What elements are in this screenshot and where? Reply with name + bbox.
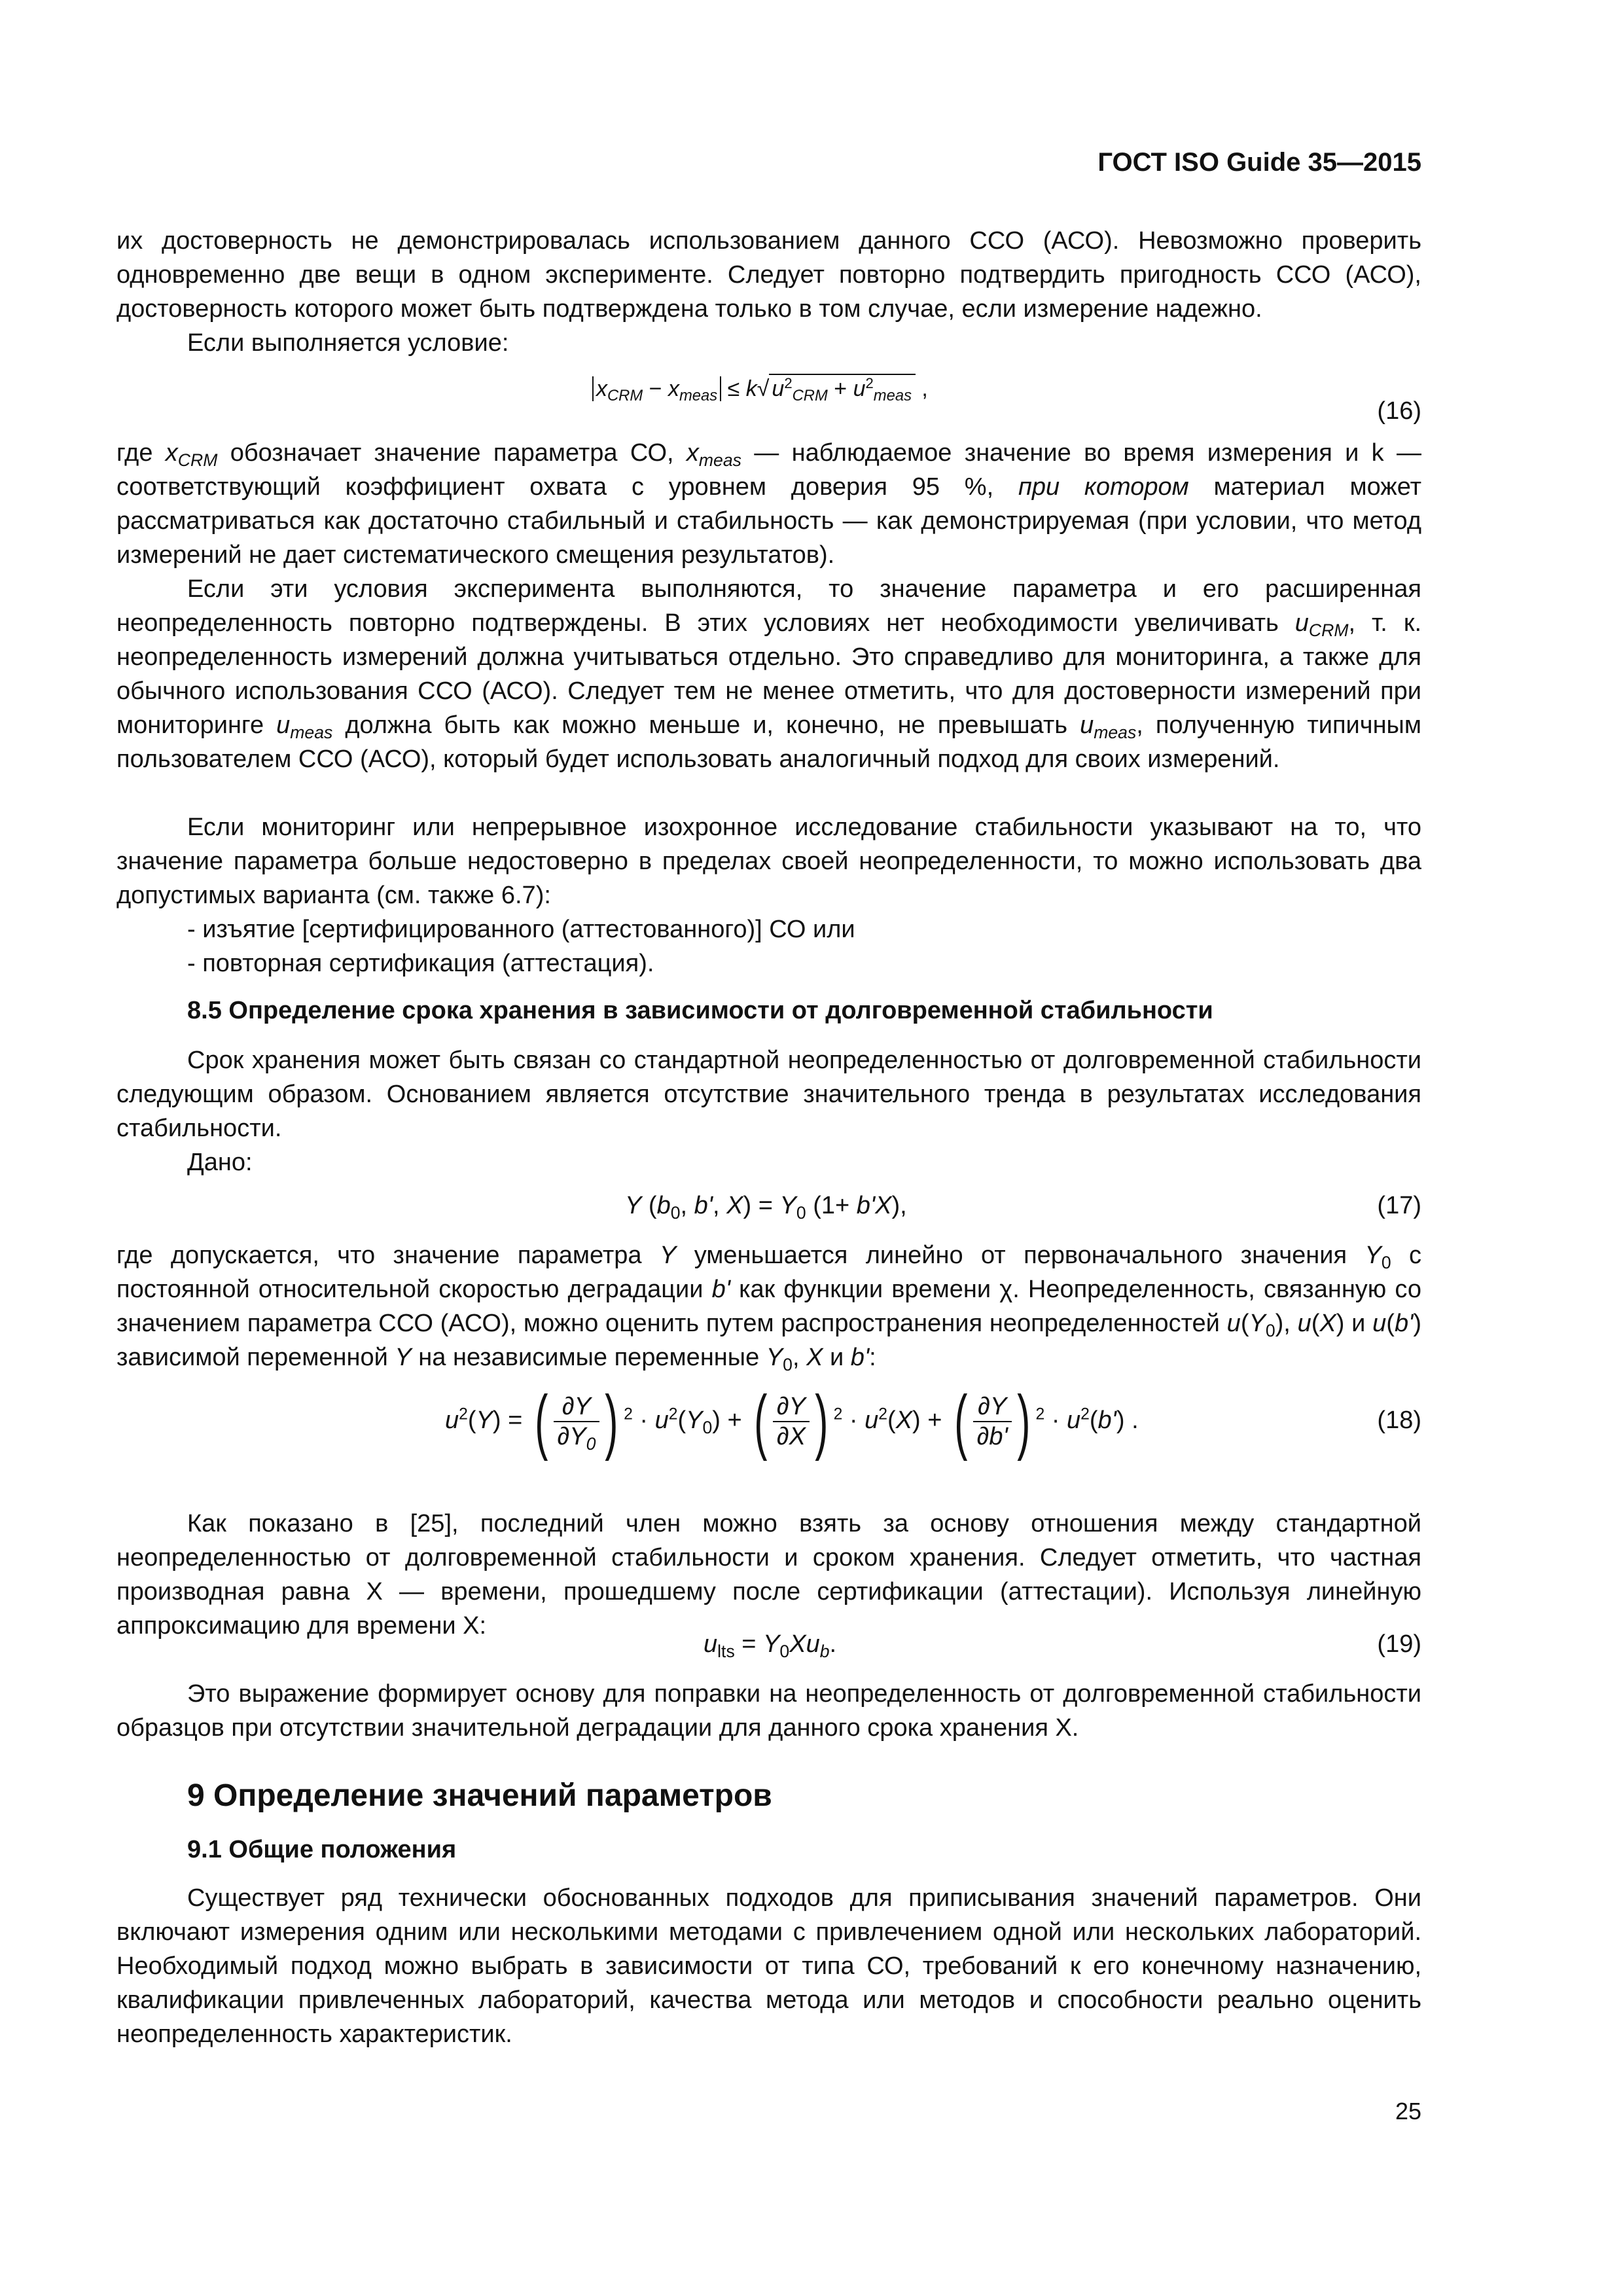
paragraph-crm-definition: где $x_{CRM}$ обозначает значение параметра СО, $x_{meas}$ — наблюдаемое значение во время измерения и k — соответствующий коэффициент охвата с уровнем доверия 95 %, при котором материал может рассматриваться как достаточно стабильный и стабильность — как демонстрируемая (при условии, что метод измерений не дает систематического смещения результатов). [116, 439, 1421, 569]
equation-17: Y ($b_0$, b', $X) = Y_0$ (1+ b'X), [625, 1192, 907, 1223]
list-item: - изъятие [сертифицированного (аттестованного)] СО или [187, 916, 855, 943]
paragraph-approaches: Существует ряд технически обоснованных подходов для приписывания значений параметров. Они включают измерения одним или несколькими методами с привлечением одной или нескольких лабораторий. Необходимый подход можно выбрать в зависимости от типа СО, требований к его конечному назначению, квалификации привлеченных лабораторий, качества метода или методов и способности реально оценить неопределенность характеристик. [116, 1884, 1421, 2048]
paragraph-linear-decrease: где допускается, что значение параметра Y уменьшается линейно от первоначального значения $Y_0$ с постоянной относительной скоростью деградации b' как функции времени χ. Неопределенность, связанную со значением параметра ССО (АСО), можно оценить путем распространения неопределенностей $u(Y_0)$, u(X) и u(b') зависимой переменной Y на независимые переменные $Y_0$, X и b': [116, 1242, 1422, 1374]
page-number: 25 [1395, 2098, 1421, 2125]
equation-18: $u^2(Y)$ = ( $\frac{\partial Y}{\partial Y_0}$ ) $^2 \cdot u^2(Y_0)$ + ( $\frac{\partial Y}{\partial X}$ ) $^2 \cdot u^2(X)$ + ( $\frac{\partial Y}{\partial b'}$ ) $^2 \cdot u^2(b')$ . [445, 1380, 1139, 1462]
paragraph-conditions-met: Если эти условия эксперимента выполняются, то значение параметра и его расширенная неопределенность повторно подтверждены. В этих условиях нет необходимости увеличивать $u_{CRM}$, т. к. неопределенность измерений должна учитываться отдельно. Это справедливо для мониторинга, а также для обычного использования ССО (АСО). Следует тем не менее отметить, что для достоверности измерений при мониторинге $u_{meas}$ должна быть как можно меньше и, конечно, не превышать $u_{meas}$, полученную типичным пользователем ССО (АСО), который будет использовать аналогичный подход для своих измерений. [116, 575, 1421, 773]
equation-number-17: (17) [1377, 1192, 1421, 1219]
section-heading-8-5: 8.5 Определение срока хранения в зависимости от долговременной стабильности [187, 997, 1213, 1024]
condition-intro: Если выполняется условие: [187, 329, 509, 357]
section-heading-9: 9 Определение значений параметров [187, 1778, 772, 1813]
paragraph-reliability: их достоверность не демонстрировалась использованием данного ССО (АСО). Невозможно проверить одновременно две вещи в одном эксперименте. Следует повторно подтвердить пригодность ССО (АСО), достоверность которого может быть подтверждена только в том случае, если измерение надежно. [116, 227, 1421, 323]
given-label: Дано: [187, 1149, 253, 1176]
paragraph-monitoring: Если мониторинг или непрерывное изохронное исследование стабильности указывают на то, что значение параметра больше недостоверно в пределах своей неопределенности, то можно использовать два допустимых варианта (см. также 6.7): [116, 814, 1421, 909]
paragraph-last-term: Как показано в [25], последний член можно взять за основу отношения между стандартной неопределенностью от долговременной стабильности и сроком хранения. Следует отметить, что частная производная равна X — времени, прошедшему после сертификации (аттестации). Используя линейную аппроксимацию для времени X: [116, 1510, 1421, 1640]
paragraph-shelf-life: Срок хранения может быть связан со стандартной неопределенностью от долговременной стабильности следующим образом. Основанием является отсутствие значительного тренда в результатах исследования стабильности. [116, 1047, 1421, 1142]
equation-16: $x_{CRM} - x_{meas} \le k√$ $u^2_{CRM} + u^2_{meas}$ , [592, 372, 928, 406]
list-item: - повторная сертификация (аттестация). [187, 950, 654, 977]
equation-number-19: (19) [1377, 1630, 1421, 1658]
section-heading-9-1: 9.1 Общие положения [187, 1836, 457, 1863]
equation-number-16: (16) [1377, 397, 1421, 425]
equation-number-18: (18) [1377, 1407, 1421, 1434]
paragraph-correction-basis: Это выражение формирует основу для поправки на неопределенность от долговременной стабильности образцов при отсутствии значительной деградации для данного срока хранения X. [116, 1680, 1421, 1742]
document-header: ГОСТ ISO Guide 35—2015 [1097, 148, 1421, 177]
equation-19: $u_{lts} = Y_0Xu_b$. [704, 1630, 837, 1661]
